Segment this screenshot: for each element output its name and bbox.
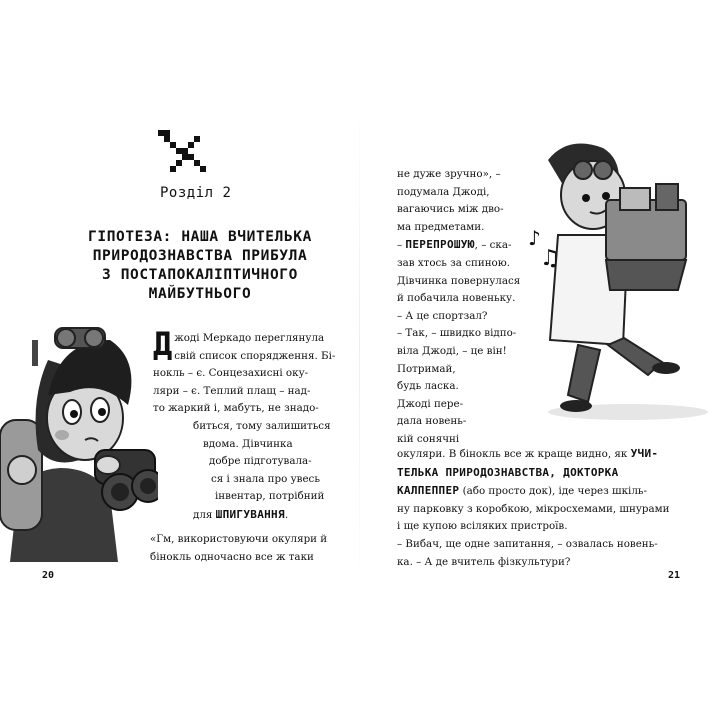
- text-line: Потримай,: [397, 362, 456, 375]
- teacher-carrying-gadgets-illustration: [528, 140, 710, 425]
- text-line: дала новень-: [397, 415, 467, 428]
- heading-line: МАЙБУТНЬОГО: [148, 286, 252, 302]
- pixel-sword-icon: [158, 130, 206, 174]
- svg-text:♫: ♫: [540, 246, 560, 271]
- line-prefix: для: [193, 508, 216, 521]
- text-line: [397, 464, 707, 483]
- text-line: будь ласка.: [397, 380, 459, 393]
- text-line: Джоді пере-: [397, 397, 464, 410]
- text-line: [153, 506, 343, 525]
- text-line: – Так, – швидко відпо-: [397, 327, 517, 340]
- text-line: – А це спортзал?: [397, 309, 488, 322]
- left-tail-text: [150, 531, 350, 566]
- right-full-text: [397, 445, 707, 571]
- text-line: нокль – є. Сонцезахисні оку-: [153, 367, 309, 380]
- chapter-heading: [50, 228, 350, 304]
- left-text-column: [153, 325, 343, 525]
- text-line: свій список спорядження. Бі-: [174, 349, 336, 362]
- text-line: подумала Джоді,: [397, 185, 490, 198]
- text-line: й побачила новеньку.: [397, 292, 516, 305]
- text-line: ну парковку з коробкою, мікросхемами, шнурами: [397, 502, 670, 515]
- page-number-right: 21: [668, 570, 681, 581]
- text-line: добре підготувала-: [209, 455, 312, 468]
- text-line: зав хтось за спиною.: [397, 256, 510, 269]
- right-page: [360, 0, 720, 720]
- text-line: ся і знала про увесь: [211, 472, 320, 485]
- text-line: биться, тому залишиться: [193, 419, 331, 432]
- text-line: інвентар, потрібний: [215, 490, 325, 503]
- excuse-me-accent: ПЕРЕПРОШУЮ: [405, 238, 475, 252]
- text-line: жоді Меркадо переглянула: [174, 332, 325, 344]
- line-suffix: , – ска-: [474, 239, 512, 252]
- page-number-left: 20: [42, 570, 55, 581]
- text-line: то жаркий і, мабуть, не знадо-: [153, 402, 319, 415]
- text-line: ляри – є. Теплий плащ – над-: [153, 384, 311, 397]
- heading-line: ГІПОТЕЗА: НАША ВЧИТЕЛЬКА: [88, 229, 312, 245]
- svg-text:♪: ♪: [528, 226, 541, 250]
- text-line: вагаючись між дво-: [397, 203, 504, 216]
- line-suffix: .: [284, 508, 289, 521]
- line-prefix: –: [397, 239, 406, 252]
- text-line: [397, 445, 707, 464]
- heading-line: З ПОСТАПОКАЛІПТИЧНОГО: [102, 267, 298, 283]
- line-rest: (або просто док), іде через шкіль-: [459, 485, 647, 498]
- teacher-accent: ТЕЛЬКА ПРИРОДОЗНАВСТВА, ДОКТОРКА: [397, 465, 619, 479]
- text-line: «Гм, використовуючи окуляри й: [150, 533, 328, 545]
- drop-cap: Д: [153, 325, 173, 363]
- line-start: окуляри. В бінокль все ж краще видно, як: [397, 448, 628, 460]
- chapter-label: Розділ 2: [160, 185, 232, 201]
- text-line: і ще купою всіляких пристроїв.: [397, 520, 568, 533]
- text-line: – Вибач, ще одне запитання, – озвалась новень-: [397, 537, 658, 550]
- text-line: бінокль одночасно все ж таки: [150, 550, 314, 563]
- teacher-accent: УЧИ-: [630, 447, 659, 460]
- text-line: вдома. Дівчинка: [203, 437, 293, 450]
- text-line: ма предметами.: [397, 220, 485, 233]
- text-line: [397, 482, 707, 501]
- girl-with-binoculars-illustration: [0, 300, 158, 562]
- text-line: не дуже зручно», –: [397, 168, 501, 180]
- culpepper-accent: КАЛПЕППЕР: [397, 484, 460, 498]
- text-line: кій сонячні: [397, 432, 460, 445]
- text-line: Дівчинка повернулася: [397, 274, 521, 287]
- heading-line: ПРИРОДОЗНАВСТВА ПРИБУЛА: [92, 248, 308, 264]
- spying-accent: ШПИГУВАННЯ: [215, 507, 285, 521]
- text-line: ка. – А де вчитель фізкультури?: [397, 555, 571, 568]
- text-line: віла Джоді, – це він!: [397, 344, 507, 357]
